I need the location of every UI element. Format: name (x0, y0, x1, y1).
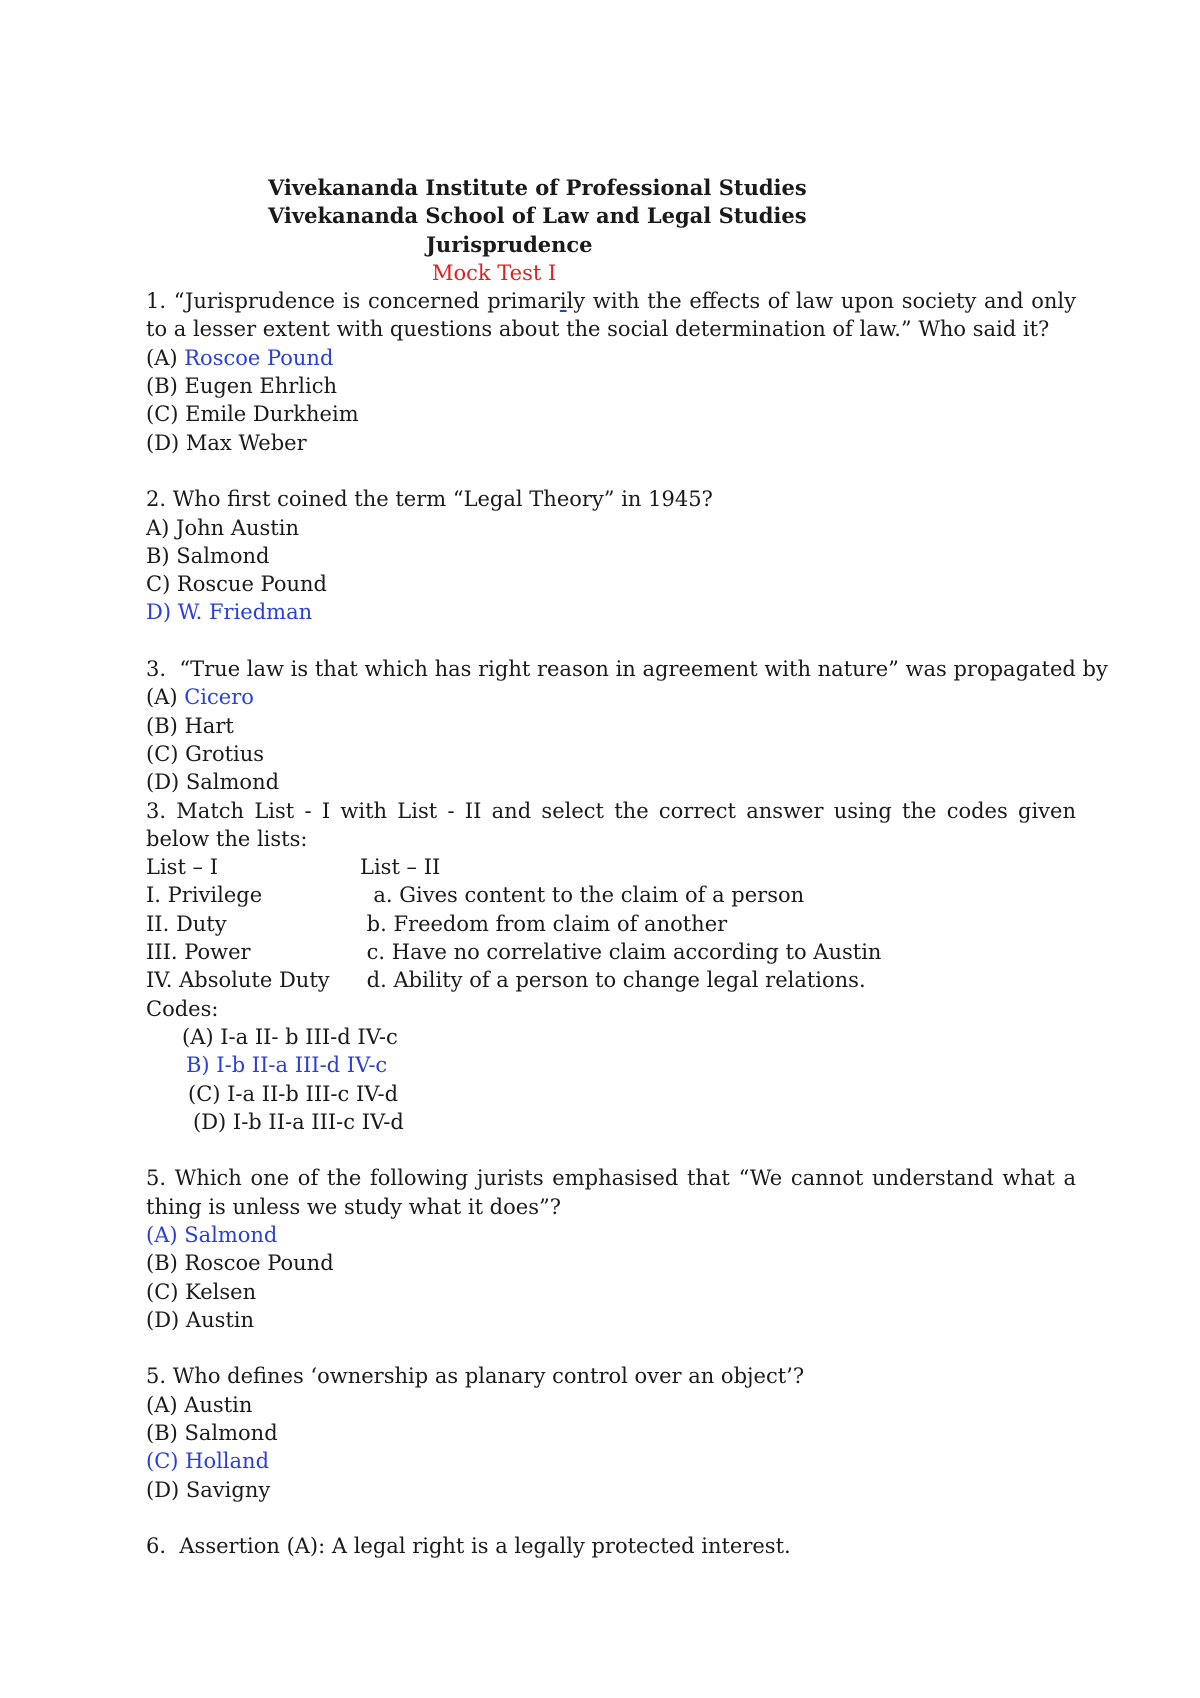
code-option-c: (C) I-a II-b III-c IV-d (188, 1081, 399, 1106)
question-1-option-d: (D) Max Weber (146, 430, 307, 455)
question-2-option-b: B) Salmond (146, 543, 270, 568)
list-1-item: I. Privilege (146, 883, 263, 908)
question-5-option-d: (D) Austin (146, 1307, 255, 1332)
question-7-text: 6. Assertion (A): A legal right is a legally protected interest. (146, 1534, 791, 1559)
spacer (146, 1136, 1076, 1164)
list-row (146, 938, 1076, 966)
question-5-answer: (A) Salmond (146, 1222, 278, 1247)
question-3-option-b: (B) Hart (146, 713, 234, 738)
codes-label: Codes: (146, 996, 219, 1021)
list-row (146, 881, 1076, 909)
question-1-text (146, 287, 1076, 344)
question-6-option-d: (D) Savigny (146, 1477, 271, 1502)
document-content (146, 174, 1108, 1561)
question-2-option-c: C) Roscue Pound (146, 572, 327, 597)
question-2-option-a: A) John Austin (146, 515, 299, 540)
list-2-item: d. Ability of a person to change legal relations. (360, 968, 866, 993)
code-option-d: (D) I-b II-a III-c IV-d (193, 1109, 404, 1134)
list-1-item: IV. Absolute Duty (146, 968, 330, 993)
question-3-option-c: (C) Grotius (146, 741, 265, 766)
question-5-option-c: (C) Kelsen (146, 1279, 257, 1304)
question-3-option-d: (D) Salmond (146, 770, 280, 795)
question-1-option-b: (B) Eugen Ehrlich (146, 374, 338, 399)
question-1-underlined-letter: i (559, 289, 567, 314)
question-5-text: 5. Which one of the following jurists emphasised that “We cannot understand what a thing is unless we study what it does”? (146, 1166, 1076, 1219)
question-3-text: 3. “True law is that which has right reason in agreement with nature” was propagated by (146, 657, 1108, 682)
question-2-text: 2. Who first coined the term “Legal Theory” in 1945? (146, 487, 713, 512)
question-1-text-part: 1. “Jurisprudence is concerned primar (146, 289, 560, 314)
code-option-a: (A) I-a II- b III-d IV-c (182, 1024, 398, 1049)
question-5-option-b: (B) Roscoe Pound (146, 1251, 334, 1276)
list-2-header: List – II (360, 855, 441, 880)
option-label: (A) (146, 685, 185, 710)
question-4-text: 3. Match List - I with List - II and select the correct answer using the codes given below the lists: (146, 798, 1076, 851)
school-title: Vivekananda School of Law and Legal Studies (268, 203, 807, 229)
list-2-item: a. Gives content to the claim of a person (360, 883, 805, 908)
question-3-option-a (146, 683, 1076, 711)
list-1-item: III. Power (146, 940, 251, 965)
spacer (146, 627, 1076, 655)
question-6-option-a: (A) Austin (146, 1392, 253, 1417)
question-6-option-b: (B) Salmond (146, 1421, 278, 1446)
subject-title: Jurisprudence (426, 231, 593, 257)
list-2-item: c. Have no correlative claim according to Austin (360, 940, 882, 965)
question-1-text-part: ly with the effects of law upon society and only to a lesser extent with questions about the social determination of law.” Who said it? (146, 289, 1076, 342)
spacer (146, 1504, 1076, 1532)
list-2-item: b. Freedom from claim of another (360, 911, 728, 936)
question-6-answer: (C) Holland (146, 1449, 270, 1474)
list-1-item: II. Duty (146, 911, 227, 936)
institute-title: Vivekananda Institute of Professional Studies (268, 175, 807, 200)
list-headers (146, 853, 1076, 881)
spacer (146, 457, 1076, 485)
code-option-b-answer: B) I-b II-a III-d IV-c (186, 1053, 388, 1078)
question-3-answer: Cicero (184, 685, 254, 710)
list-1-header: List – I (146, 855, 219, 880)
question-2-answer: D) W. Friedman (146, 600, 313, 625)
test-title: Mock Test I (432, 260, 557, 285)
spacer (146, 1334, 1076, 1362)
list-row (146, 966, 1076, 994)
list-row (146, 910, 1076, 938)
question-1-option-c: (C) Emile Durkheim (146, 402, 359, 427)
question-1-answer: Roscoe Pound (184, 345, 334, 370)
question-1-option-a (146, 344, 1076, 372)
option-label: (A) (146, 345, 185, 370)
question-6-text: 5. Who defines ‘ownership as planary control over an object’? (146, 1364, 805, 1389)
